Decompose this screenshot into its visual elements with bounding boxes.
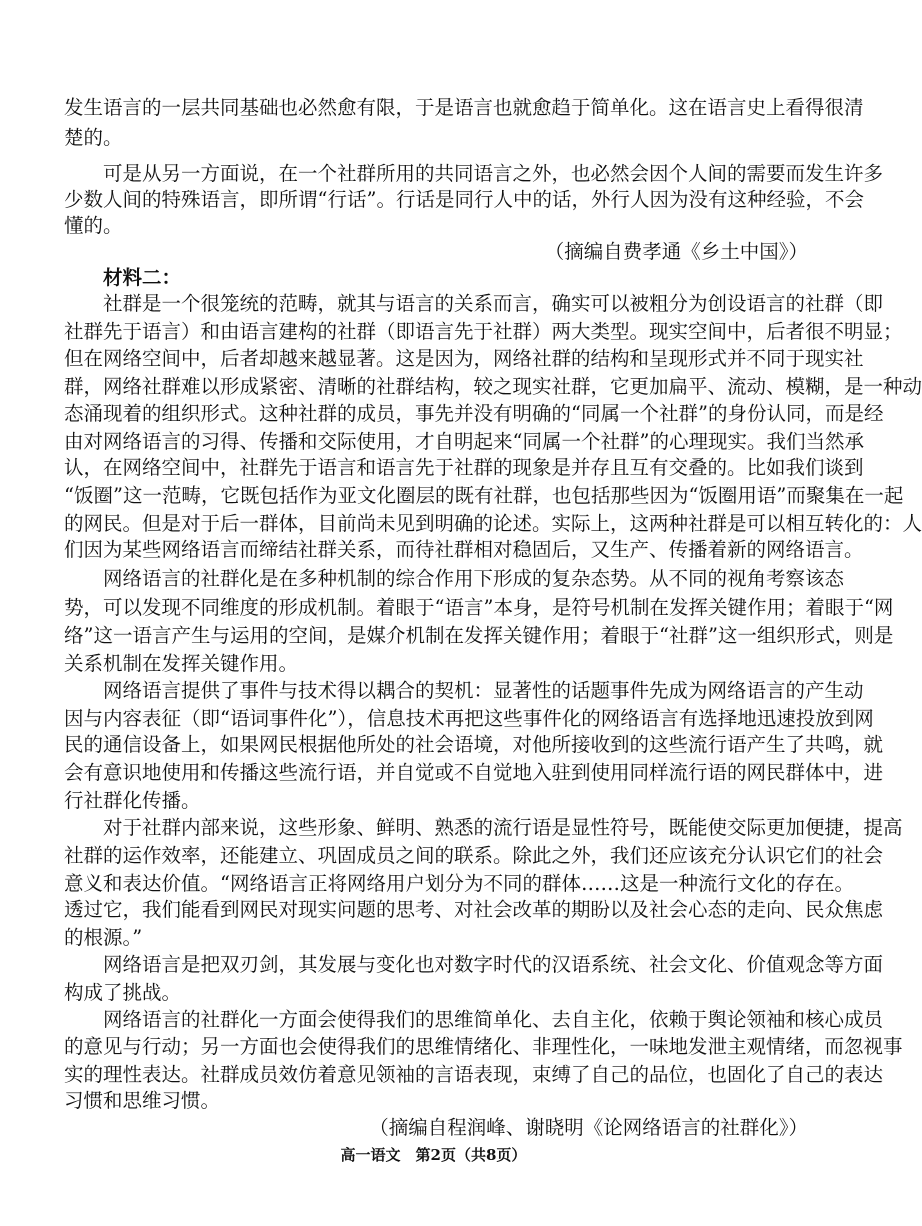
text-line: 群，网络社群难以形成紧密、清晰的社群结构，较之现实社群，它更加扁平、流动、模糊，是一种动: [64, 375, 922, 398]
text-line: 行社群化传播。: [64, 789, 201, 812]
text-line: 的网民。但是对于后一群体，目前尚未见到明确的论述。实际上，这两种社群是可以相互转化的：人: [64, 512, 922, 535]
text-line: 社群先于语言）和由语言建构的社群（即语言先于社群）两大类型。现实空间中，后者很不明显；: [64, 320, 903, 343]
text-line: 网络语言是把双刃剑，其发展与变化也对数字时代的汉语系统、社会文化、价值观念等方面: [64, 953, 884, 976]
page-footer: 高一语文 第2页（共8页）: [340, 1146, 527, 1164]
text-line: 但在网络空间中，后者却越来越显著。这是因为，网络社群的结构和呈现形式并不同于现实社: [64, 347, 864, 370]
text-line: 们因为某些网络语言而缔结社群关系，而待社群相对稳固后，又生产、传播着新的网络语言。: [64, 538, 864, 561]
text-line: 网络语言的社群化是在多种机制的综合作用下形成的复杂态势。从不同的视角考察该态: [64, 567, 845, 590]
section-heading: 材料二：: [64, 266, 182, 289]
text-line: 的意见与行动；另一方面也会使得我们的思维情绪化、非理性化，一味地发泄主观情绪，而忽视事: [64, 1035, 903, 1058]
text-line: 习惯和思维习惯。: [64, 1089, 221, 1112]
source-citation: （摘编自费孝通《乡土中国》）: [544, 240, 808, 263]
text-line: 态涌现着的组织形式。这种社群的成员，事先并没有明确的“同属一个社群”的身份认同，而是经: [64, 402, 884, 425]
text-line: 实的理性表达。社群成员效仿着意见领袖的言语表现，束缚了自己的品位，也固化了自己的表达: [64, 1063, 884, 1086]
text-line: 会有意识地使用和传播这些流行语，并自觉或不自觉地入驻到使用同样流行语的网民群体中，进: [64, 761, 884, 784]
text-line: 透过它，我们能看到网民对现实问题的思考、对社会改革的期盼以及社会心态的走向、民众焦虑: [64, 898, 884, 921]
text-line: 关系机制在发挥关键作用。: [64, 652, 299, 675]
text-line: 的根源。”: [64, 926, 143, 949]
text-line: 楚的。: [64, 126, 123, 149]
text-line: “饭圈”这一范畴，它既包括作为亚文化圈层的既有社群，也包括那些因为“饭圈用语”而聚集在一起: [64, 484, 904, 507]
text-line: 对于社群内部来说，这些形象、鲜明、熟悉的流行语是显性符号，既能使交际更加便捷，提高: [64, 816, 903, 839]
text-line: 构成了挑战。: [64, 981, 182, 1004]
text-line: 懂的。: [64, 214, 123, 237]
text-line: 势，可以发现不同维度的形成机制。着眼于“语言”本身，是符号机制在发挥关键作用；着眼于“网: [64, 596, 894, 619]
text-line: 社群的运作效率，还能建立、巩固成员之间的联系。除此之外，我们还应该充分认识它们的社会: [64, 844, 884, 867]
text-line: 民的通信设备上，如果网民根据他所处的社会语境，对他所接收到的这些流行语产生了共鸣，就: [64, 733, 884, 756]
text-line: 网络语言的社群化一方面会使得我们的思维简单化、去自主化，依赖于舆论领袖和核心成员: [64, 1008, 884, 1031]
text-line: 意义和表达价值。“网络语言正将网络用户划分为不同的群体……这是一种流行文化的存在。: [64, 872, 854, 895]
text-line: 因与内容表征（即“语词事件化”），信息技术再把这些事件化的网络语言有选择地迅速投放到网: [64, 707, 874, 730]
text-line: 可是从另一方面说，在一个社群所用的共同语言之外，也必然会因个人间的需要而发生许多: [64, 162, 884, 185]
text-line: 网络语言提供了事件与技术得以耦合的契机：显著性的话题事件先成为网络语言的产生动: [64, 679, 864, 702]
text-line: 由对网络语言的习得、传播和交际使用，才自明起来“同属一个社群”的心理现实。我们当然承: [64, 430, 864, 453]
text-line: 络”这一语言产生与运用的空间，是媒介机制在发挥关键作用；着眼于“社群”这一组织形式，则是: [64, 624, 894, 647]
text-line: 社群是一个很笼统的范畴，就其与语言的关系而言，确实可以被粗分为创设语言的社群（即: [64, 292, 884, 315]
text-line: 认，在网络空间中，社群先于语言和语言先于社群的现象是并存且互有交叠的。比如我们谈到: [64, 456, 864, 479]
source-citation: （摘编自程润峰、谢晓明《论网络语言的社群化》）: [369, 1116, 808, 1139]
text-line: 发生语言的一层共同基础也必然愈有限，于是语言也就愈趋于简单化。这在语言史上看得很清: [64, 96, 864, 119]
text-line: 少数人间的特殊语言，即所谓“行话”。行话是同行人中的话，外行人因为没有这种经验，不会: [64, 188, 864, 211]
